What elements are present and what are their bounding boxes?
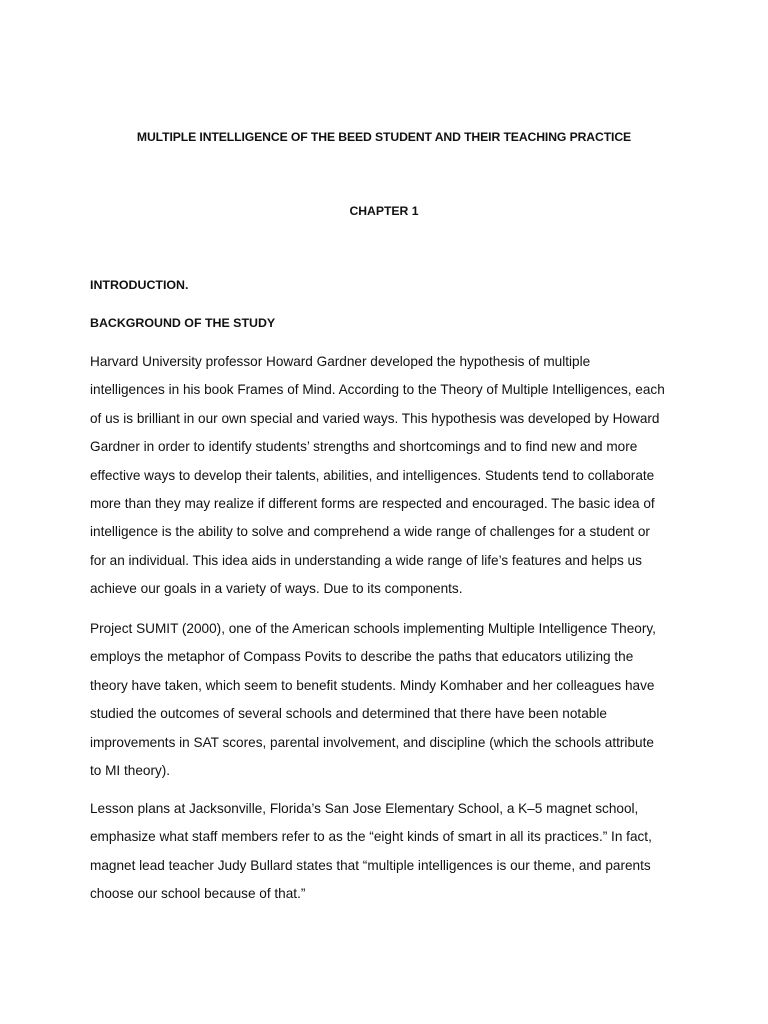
paragraph-line: employs the metaphor of Compass Povits to describe the paths that educators utilizing the [90,649,634,665]
paragraph-line: more than they may realize if different forms are respected and encouraged. The basic idea of [90,496,655,512]
paragraph-line: choose our school because of that.” [90,886,306,902]
paragraph-line: Lesson plans at Jacksonville, Florida’s San Jose Elementary School, a K–5 magnet school, [90,801,639,816]
paragraph-line: theory have taken, which seem to benefit students. Mindy Komhaber and her colleagues have [90,677,655,693]
introduction-heading: INTRODUCTION. [90,278,189,292]
paragraph-line: Gardner in order to identify students’ strengths and shortcomings and to find new and more [90,439,638,455]
paragraph-2 [90,615,690,785]
paragraph-line: achieve our goals in a variety of ways. Due to its components. [90,581,463,597]
paragraph-line: effective ways to develop their talents, abilities, and intelligences. Students tend to collaborate [90,467,655,483]
paragraph-1 [90,348,690,604]
paragraph-line: magnet lead teacher Judy Bullard states that “multiple intelligences is our theme, and parents [90,857,651,873]
chapter-heading: CHAPTER 1 [349,204,419,218]
paragraph-line: for an individual. This idea aids in understanding a wide range of life’s features and helps us [90,552,642,568]
paragraph-line: Project SUMIT (2000), one of the American schools implementing Multiple Intelligence Theory, [90,621,656,636]
paragraph-3 [90,795,690,909]
paragraph-line: of us is brilliant in our own special and varied ways. This hypothesis was developed by Howard [90,410,660,426]
paragraph-line: intelligences in his book Frames of Mind. According to the Theory of Multiple Intelligences, each [90,382,665,398]
paragraph-line: emphasize what staff members refer to as the “eight kinds of smart in all its practices.” In fact, [90,829,652,845]
paragraph-line: improvements in SAT scores, parental involvement, and discipline (which the schools attribute [90,734,654,750]
paragraph-line: studied the outcomes of several schools and determined that there have been notable [90,706,607,722]
paragraph-line: Harvard University professor Howard Gardner developed the hypothesis of multiple [90,354,591,369]
paragraph-line: to MI theory). [90,763,171,779]
paragraph-line: intelligence is the ability to solve and comprehend a wide range of challenges for a student or [90,524,650,540]
document-title: MULTIPLE INTELLIGENCE OF THE BEED STUDENT AND THEIR TEACHING PRACTICE [136,130,632,144]
background-heading: BACKGROUND OF THE STUDY [90,316,276,330]
